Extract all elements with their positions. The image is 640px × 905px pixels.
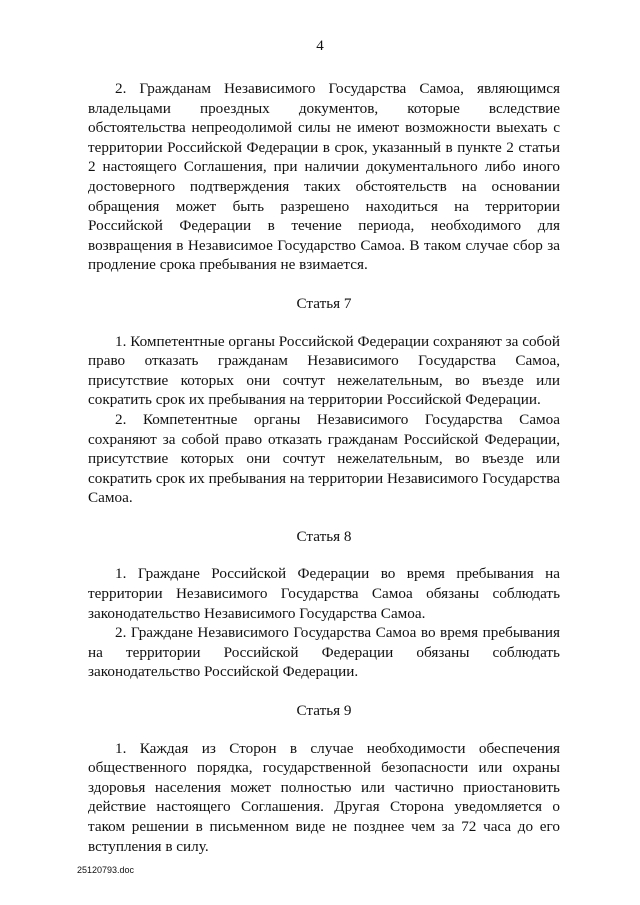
paragraph-art8-p2: 2. Граждане Независимого Государства Самоа во время пребывания на территории Российской Федерации обязаны соблюдать законодательство Российской Федерации. (88, 624, 560, 681)
paragraph-art8-p1: 1. Граждане Российской Федерации во время пребывания на территории Независимого Государства Самоа обязаны соблюдать законодательство Независимого Государства Самоа. (88, 565, 560, 622)
article-9-heading: Статья 9 (296, 702, 352, 720)
document-body (88, 79, 560, 856)
paragraph-art6-p2: 2. Гражданам Независимого Государства Самоа, являющимся владельцами проездных документов, которые вследствие обстоятельства непреодолимой силы не имеют возможности выехать с территории Российской Федерации в срок, указанный в пункте 2 статьи 2 настоящего Соглашения, при наличии документального либо иного достоверного подтверждения таких обстоятельств на основании обращения может быть разрешено находиться на территории Российской Федерации в течение периода, необходимого для возвращения в Независимое Государство Самоа. В таком случае сбор за продление срока пребывания не взимается. (88, 80, 560, 274)
article-7-heading: Статья 7 (296, 294, 352, 312)
paragraph-art7-p2: 2. Компетентные органы Независимого Государства Самоа сохраняют за собой право отказать гражданам Российской Федерации, присутствие которых они сочтут нежелательным, во въезде или сократить срок их пребывания на территории Независимого Государства Самоа. (88, 410, 560, 507)
paragraph-art7-p1: 1. Компетентные органы Российской Федерации сохраняют за собой право отказать гражданам Независимого Государства Самоа, присутствие которых они сочтут нежелательным, во въезде или сократить срок их пребывания на территории Российской Федерации. (88, 332, 560, 409)
page-number: 4 (316, 38, 324, 54)
footer-filename: 25120793.doc (77, 865, 135, 875)
article-8-heading: Статья 8 (296, 527, 352, 545)
paragraph-art9-p1: 1. Каждая из Сторон в случае необходимости обеспечения общественного порядка, государственной безопасности или охраны здоровья населения может полностью или частично приостановить действие настоящего Соглашения. Другая Сторона уведомляется о таком решении в письменном виде не позднее чем за 72 часа до его вступления в силу. (88, 739, 560, 855)
